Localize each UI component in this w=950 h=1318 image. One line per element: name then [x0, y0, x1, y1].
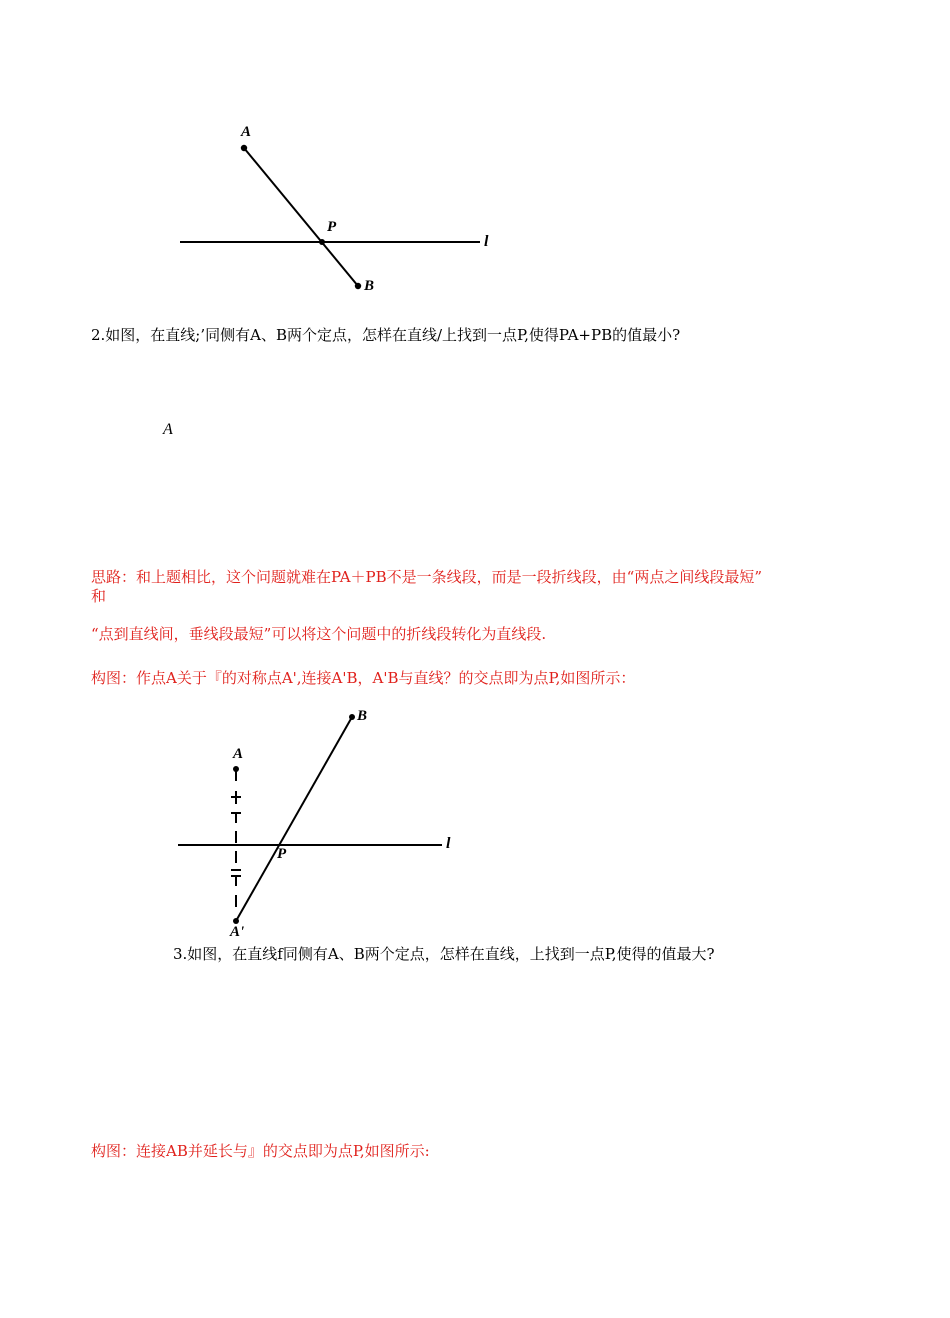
- fig2-label-a: A: [233, 746, 244, 762]
- segment-a-prime-b: [236, 717, 352, 921]
- construction-2: 构图：连接AB并延长与』的交点即为点P,如图所示:: [91, 1142, 430, 1160]
- fig1-label-b: B: [364, 278, 375, 294]
- fig1-label-l: l: [484, 233, 489, 250]
- fig2-label-b: B: [357, 708, 368, 724]
- thinking-line-2: “点到直线间，垂线段最短”可以将这个问题中的折线段转化为直线段.: [91, 625, 547, 643]
- point-b: [349, 714, 355, 720]
- fig1-label-p: P: [327, 219, 337, 235]
- fig1-label-a: A: [241, 124, 252, 140]
- stray-label-a: A: [163, 421, 173, 438]
- fig2-label-a-prime: A': [230, 924, 245, 940]
- fig2-label-l: l: [446, 835, 451, 852]
- question-3: 3.如图，在直线f同侧有A、B两个定点，怎样在直线，上找到一点P,使得的值最大?: [173, 945, 715, 963]
- question-2: 2.如图，在直线;’同侧有A、B两个定点，怎样在直线/上找到一点P,使得PA+PB的值最小?: [91, 326, 681, 344]
- fig2-label-p: P: [277, 846, 287, 862]
- point-a: [233, 766, 239, 772]
- construction-1: 构图：作点A关于『的对称点A',连接A'B，A'B与直线？的交点即为点P,如图所示：: [91, 669, 636, 687]
- thinking-line-1b: 和: [91, 587, 107, 605]
- thinking-line-1: 思路：和上题相比，这个问题就难在PA＋PB不是一条线段，而是一段折线段，由“两点之间线段最短”: [91, 568, 763, 586]
